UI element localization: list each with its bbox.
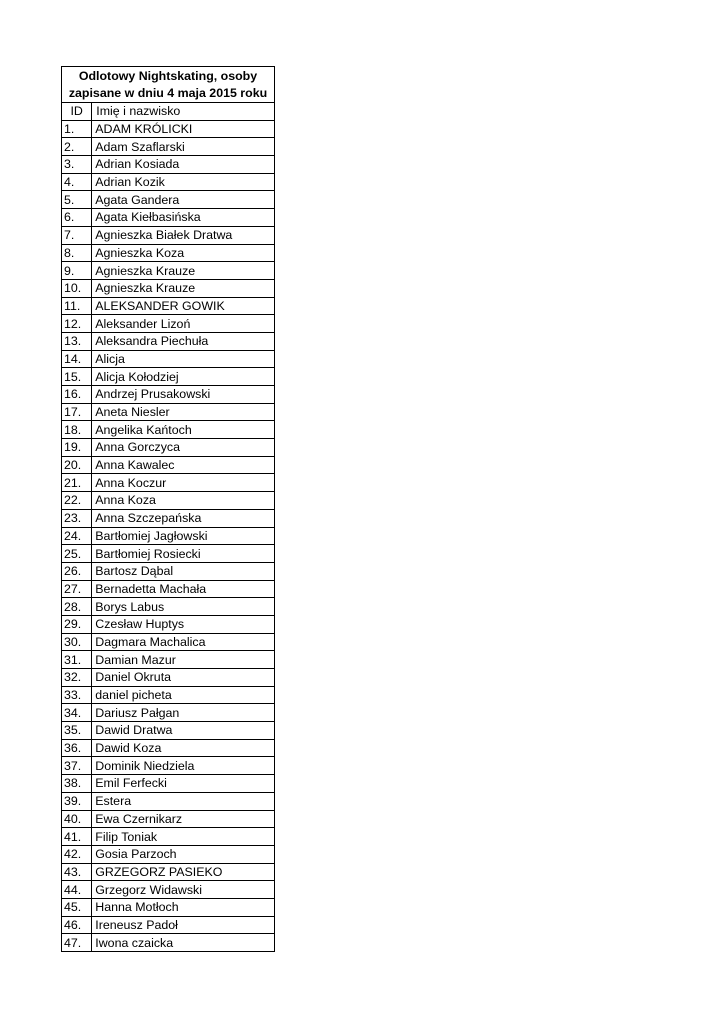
table-row (62, 545, 275, 563)
table-row (62, 633, 275, 651)
row-id-cell: 19. (62, 439, 92, 457)
row-name-cell: Anna Gorczyca (92, 439, 275, 457)
row-name-cell: Agnieszka Koza (92, 244, 275, 262)
row-id-cell: 30. (62, 633, 92, 651)
row-id-cell: 38. (62, 775, 92, 793)
row-name-cell: Grzegorz Widawski (92, 881, 275, 899)
row-id-cell: 10. (62, 279, 92, 297)
table-row (62, 173, 275, 191)
row-name-cell: Aleksandra Piechuła (92, 332, 275, 350)
row-name-cell: Aneta Niesler (92, 403, 275, 421)
table-row (62, 509, 275, 527)
row-name-cell: Adam Szaflarski (92, 138, 275, 156)
table-row (62, 722, 275, 740)
row-id-cell: 44. (62, 881, 92, 899)
row-id-cell: 1. (62, 120, 92, 138)
title-row (62, 67, 275, 103)
row-name-cell: ADAM KRÓLICKI (92, 120, 275, 138)
row-name-cell: Anna Koczur (92, 474, 275, 492)
row-id-cell: 32. (62, 669, 92, 687)
row-id-cell: 3. (62, 156, 92, 174)
table-row (62, 828, 275, 846)
table-row (62, 279, 275, 297)
table-row (62, 739, 275, 757)
row-name-cell: Emil Ferfecki (92, 775, 275, 793)
row-name-cell: Hanna Motłoch (92, 898, 275, 916)
table-row (62, 863, 275, 881)
table-row (62, 297, 275, 315)
row-name-cell: Gosia Parzoch (92, 845, 275, 863)
row-name-cell: Borys Labus (92, 598, 275, 616)
row-id-cell: 25. (62, 545, 92, 563)
row-name-cell: Aleksander Lizoń (92, 315, 275, 333)
column-header-name: Imię i nazwisko (92, 103, 275, 121)
table-row (62, 368, 275, 386)
row-name-cell: Adrian Kosiada (92, 156, 275, 174)
table-row (62, 686, 275, 704)
table-row (62, 810, 275, 828)
row-name-cell: Ewa Czernikarz (92, 810, 275, 828)
header-row (62, 103, 275, 121)
row-id-cell: 23. (62, 509, 92, 527)
row-name-cell: Dariusz Pałgan (92, 704, 275, 722)
table-row (62, 156, 275, 174)
row-name-cell: Agata Gandera (92, 191, 275, 209)
row-name-cell: Dawid Dratwa (92, 722, 275, 740)
table-row (62, 350, 275, 368)
row-id-cell: 13. (62, 332, 92, 350)
row-name-cell: Andrzej Prusakowski (92, 386, 275, 404)
table-row (62, 775, 275, 793)
row-id-cell: 37. (62, 757, 92, 775)
table-row (62, 845, 275, 863)
row-id-cell: 45. (62, 898, 92, 916)
row-name-cell: Ireneusz Padoł (92, 916, 275, 934)
table-row (62, 332, 275, 350)
table-row (62, 226, 275, 244)
row-id-cell: 16. (62, 386, 92, 404)
row-name-cell: Bartłomiej Rosiecki (92, 545, 275, 563)
table-row (62, 881, 275, 899)
row-id-cell: 18. (62, 421, 92, 439)
row-id-cell: 29. (62, 615, 92, 633)
row-name-cell: ALEKSANDER GOWIK (92, 297, 275, 315)
table-title: Odlotowy Nightskating, osoby zapisane w dniu 4 maja 2015 roku (62, 67, 275, 103)
table-row (62, 898, 275, 916)
row-name-cell: Damian Mazur (92, 651, 275, 669)
table-row (62, 757, 275, 775)
row-id-cell: 22. (62, 492, 92, 510)
table-row (62, 580, 275, 598)
row-id-cell: 46. (62, 916, 92, 934)
row-id-cell: 47. (62, 934, 92, 952)
row-name-cell: Anna Kawalec (92, 456, 275, 474)
row-id-cell: 42. (62, 845, 92, 863)
row-id-cell: 36. (62, 739, 92, 757)
row-name-cell: Alicja (92, 350, 275, 368)
row-id-cell: 40. (62, 810, 92, 828)
row-id-cell: 41. (62, 828, 92, 846)
row-id-cell: 8. (62, 244, 92, 262)
table-row (62, 792, 275, 810)
table-row (62, 916, 275, 934)
row-id-cell: 15. (62, 368, 92, 386)
column-header-id: ID (62, 103, 92, 121)
row-name-cell: Bartłomiej Jagłowski (92, 527, 275, 545)
table-row (62, 934, 275, 952)
row-name-cell: Adrian Kozik (92, 173, 275, 191)
row-name-cell: Dagmara Machalica (92, 633, 275, 651)
row-name-cell: Anna Koza (92, 492, 275, 510)
row-id-cell: 21. (62, 474, 92, 492)
row-name-cell: Daniel Okruta (92, 669, 275, 687)
row-name-cell: Filip Toniak (92, 828, 275, 846)
table-row (62, 615, 275, 633)
table-row (62, 262, 275, 280)
table-row (62, 651, 275, 669)
table-row (62, 386, 275, 404)
row-name-cell: Dawid Koza (92, 739, 275, 757)
row-id-cell: 17. (62, 403, 92, 421)
row-id-cell: 39. (62, 792, 92, 810)
table-row (62, 669, 275, 687)
row-name-cell: Bartosz Dąbal (92, 562, 275, 580)
row-id-cell: 5. (62, 191, 92, 209)
row-id-cell: 2. (62, 138, 92, 156)
row-id-cell: 6. (62, 209, 92, 227)
table-row (62, 562, 275, 580)
row-name-cell: GRZEGORZ PASIEKO (92, 863, 275, 881)
row-name-cell: Iwona czaicka (92, 934, 275, 952)
row-name-cell: Czesław Huptys (92, 615, 275, 633)
row-id-cell: 7. (62, 226, 92, 244)
row-name-cell: Agnieszka Krauze (92, 262, 275, 280)
row-id-cell: 20. (62, 456, 92, 474)
table-row (62, 492, 275, 510)
table-row (62, 315, 275, 333)
row-id-cell: 27. (62, 580, 92, 598)
row-name-cell: Alicja Kołodziej (92, 368, 275, 386)
table-row (62, 138, 275, 156)
row-name-cell: Agata Kiełbasińska (92, 209, 275, 227)
row-name-cell: Anna Szczepańska (92, 509, 275, 527)
row-id-cell: 35. (62, 722, 92, 740)
row-id-cell: 31. (62, 651, 92, 669)
row-id-cell: 4. (62, 173, 92, 191)
table-row (62, 244, 275, 262)
row-id-cell: 28. (62, 598, 92, 616)
row-name-cell: Agnieszka Krauze (92, 279, 275, 297)
participants-table (61, 66, 275, 952)
table-row (62, 191, 275, 209)
table-row (62, 704, 275, 722)
row-name-cell: daniel picheta (92, 686, 275, 704)
row-id-cell: 33. (62, 686, 92, 704)
row-id-cell: 9. (62, 262, 92, 280)
table-row (62, 421, 275, 439)
table-row (62, 209, 275, 227)
table-row (62, 598, 275, 616)
row-name-cell: Agnieszka Białek Dratwa (92, 226, 275, 244)
row-id-cell: 11. (62, 297, 92, 315)
row-id-cell: 12. (62, 315, 92, 333)
table-row (62, 456, 275, 474)
row-name-cell: Angelika Kańtoch (92, 421, 275, 439)
table-row (62, 527, 275, 545)
table-row (62, 474, 275, 492)
row-id-cell: 24. (62, 527, 92, 545)
table-row (62, 120, 275, 138)
row-id-cell: 26. (62, 562, 92, 580)
row-name-cell: Bernadetta Machała (92, 580, 275, 598)
row-id-cell: 43. (62, 863, 92, 881)
table-row (62, 403, 275, 421)
row-id-cell: 14. (62, 350, 92, 368)
row-id-cell: 34. (62, 704, 92, 722)
row-name-cell: Estera (92, 792, 275, 810)
participants-table-body (62, 67, 275, 952)
table-row (62, 439, 275, 457)
row-name-cell: Dominik Niedziela (92, 757, 275, 775)
